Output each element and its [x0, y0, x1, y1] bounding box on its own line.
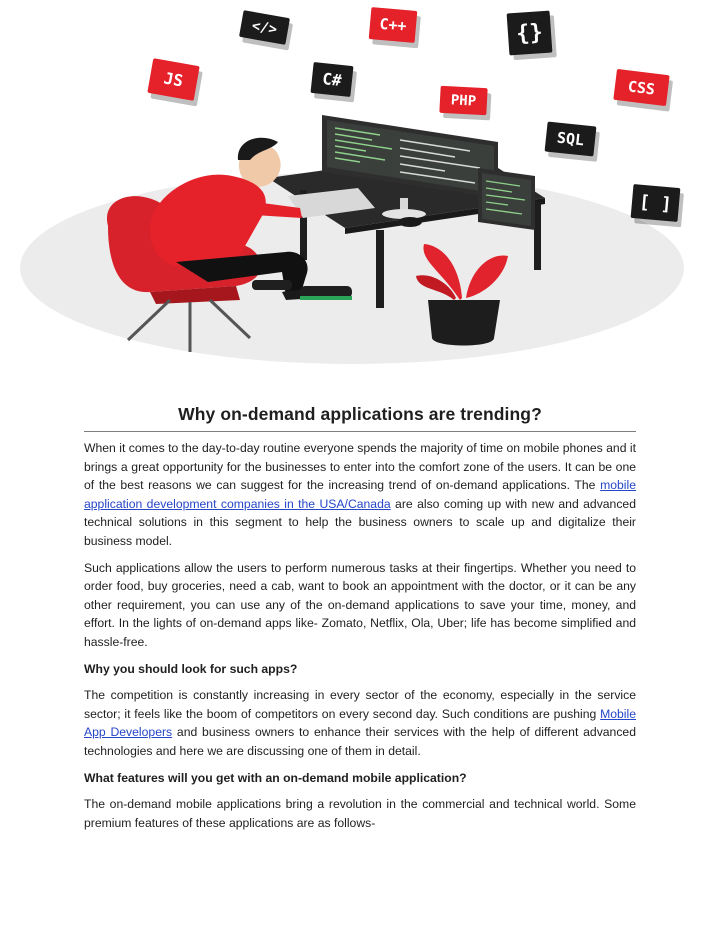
paragraph-features-intro: The on-demand mobile applications bring a revolution in the commercial and technical world. Some premium features of these applications are as follows-: [84, 797, 636, 830]
php-tag-icon: PHP: [439, 86, 487, 115]
mobile-app-development-companies-link[interactable]: mobile application development companies in the USA/Canada: [84, 478, 636, 511]
mobile-app-developers-link[interactable]: Mobile App Developers: [84, 706, 636, 740]
paragraph-text: are also coming up with new and advanced technical solutions in this segment to help the business owners to scale up and digitalize their business model.: [84, 496, 636, 548]
css-tag-icon: CSS: [613, 69, 669, 106]
js-tag-icon: JS: [147, 58, 199, 101]
desk-leg: [376, 230, 384, 308]
plant-pot: [428, 300, 500, 346]
article: [84, 404, 636, 840]
paragraph-competition: [84, 686, 636, 760]
subheading-features: What features will you get with an on-demand mobile application?: [84, 770, 467, 785]
paragraph-text: When it comes to the day-to-day routine everyone spends the majority of time on mobile phones and it brings a great opportunity for the businesses to enter into the comfort zone of the users. It can be one of the best reasons we can suggest for the increasing trend of on-demand applications. The: [84, 441, 636, 493]
html-tag-icon: </>: [239, 10, 290, 45]
braces-tag-icon: {}: [507, 11, 553, 56]
sql-tag-icon: SQL: [545, 122, 597, 157]
brackets-tag-icon: [ ]: [631, 184, 681, 222]
paragraph-intro: [84, 439, 636, 551]
article-title: Why on-demand applications are trending?: [84, 404, 636, 432]
hero-illustration: [0, 0, 720, 380]
mouse: [398, 217, 422, 227]
paragraph-text: and business owners to enhance their services with the help of different advanced technologies and here we are discussing one of them in detail.: [84, 725, 636, 758]
paragraph-text: The competition is constantly increasing in every sector of the economy, especially in the service sector; it feels like the boom of competitors on every second day. Such conditions are pushing: [84, 688, 636, 721]
csharp-tag-icon: C#: [310, 62, 353, 97]
paragraph-benefits: Such applications allow the users to perform numerous tasks at their fingertips. Whether you need to order food, buy groceries, need a cab, want to book an appointment with the doctor, or it can be any other requirement, you can use any of the on-demand applications to save your time, money, and effort. In the lights of on-demand apps like- Zomato, Netflix, Ola, Uber; life has become simplified and hassle-free.: [84, 560, 636, 649]
subheading-why-apps: Why you should look for such apps?: [84, 661, 298, 676]
desk-leg: [534, 202, 541, 270]
developer-desk-illustration: [0, 0, 720, 380]
cpp-tag-icon: C++: [369, 7, 418, 43]
